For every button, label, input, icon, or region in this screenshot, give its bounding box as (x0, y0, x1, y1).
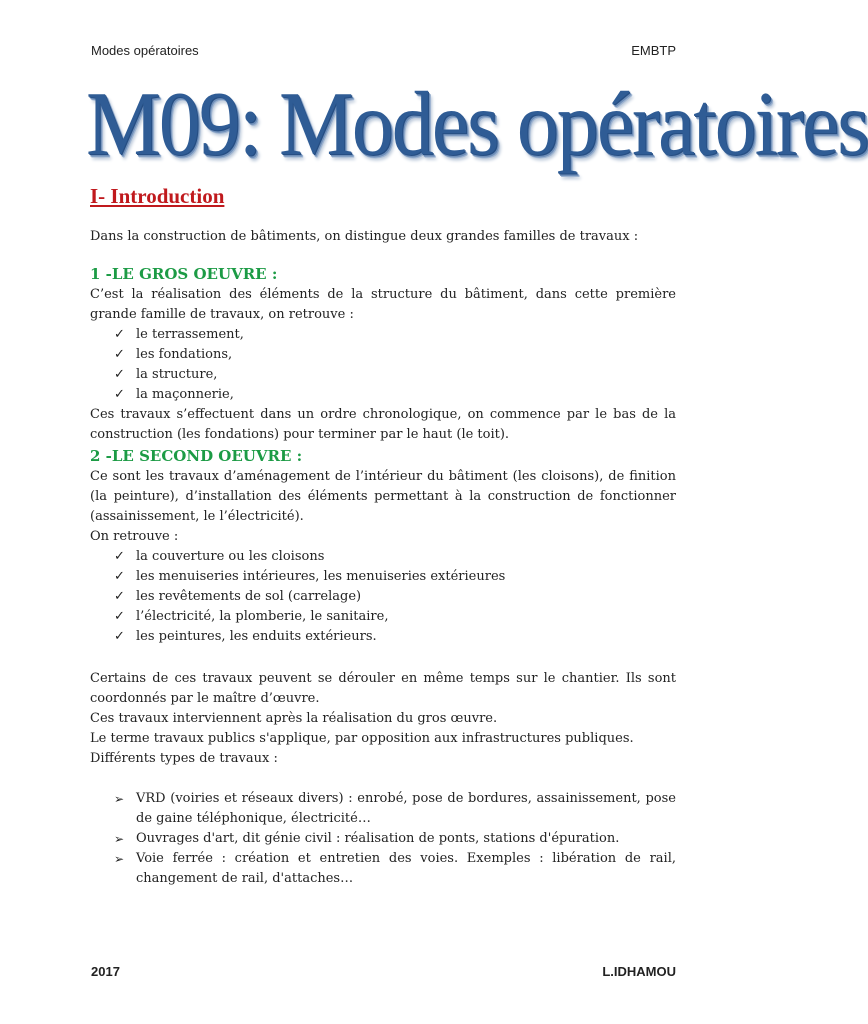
subheading-second-oeuvre: 2 -LE SECOND OEUVRE : (90, 447, 303, 465)
check-mark-icon: ✓ (114, 569, 125, 584)
list-item-text: l’électricité, la plomberie, le sanitaire, (136, 609, 389, 624)
list-item-text: la couverture ou les cloisons (136, 549, 325, 564)
footer-right-text: L.IDHAMOU (602, 964, 676, 979)
list-item-text: le terrassement, (136, 327, 244, 342)
list-item (114, 789, 676, 829)
arrow-bullet-icon: ➢ (114, 852, 125, 866)
list-item-text: Ouvrages d'art, dit génie civil : réalisation de ponts, stations d'épuration. (136, 831, 620, 846)
gros-oeuvre-after-text: Ces travaux s’effectuent dans un ordre chronologique, on commence par le bas de la construction (les fondations) pour terminer par le haut (le toit). (90, 407, 676, 442)
document-title: M09: Modes opératoires (86, 74, 868, 175)
spacer (90, 769, 676, 789)
closing-paragraph-4: Différents types de travaux : (90, 751, 278, 766)
list-item (114, 627, 676, 647)
subheading-gros-oeuvre: 1 -LE GROS OEUVRE : (90, 265, 278, 283)
list-item (114, 567, 676, 587)
list-item (114, 849, 676, 889)
list-item (114, 385, 676, 405)
list-item-text: les revêtements de sol (carrelage) (136, 589, 362, 604)
section-heading-introduction: I- Introduction (90, 184, 225, 208)
check-mark-icon: ✓ (114, 347, 125, 362)
list-item-text: Voie ferrée : création et entretien des voies. Exemples : libération de rail, changement de rail, d'attaches… (136, 851, 676, 886)
gros-oeuvre-description: C’est la réalisation des éléments de la structure du bâtiment, dans cette première grande famille de travaux, on retrouve : (90, 287, 676, 322)
list-item-text: VRD (voiries et réseaux divers) : enrobé, pose de bordures, assainissement, pose de gaine téléphonique, électricité… (136, 791, 676, 826)
arrow-bullet-icon: ➢ (114, 832, 125, 846)
second-oeuvre-description: Ce sont les travaux d’aménagement de l’intérieur du bâtiment (les cloisons), de finition (la peinture), d’installation des éléments permettant à la construction de fonctionner (assainissement, le l’électricité). (90, 469, 676, 524)
list-item (114, 547, 676, 567)
check-mark-icon: ✓ (114, 629, 125, 644)
closing-paragraph-2: Ces travaux interviennent après la réalisation du gros œuvre. (90, 711, 498, 726)
list-item-text: les menuiseries intérieures, les menuiseries extérieures (136, 569, 506, 584)
header-right-text: EMBTP (631, 43, 676, 58)
document-body (90, 182, 676, 889)
closing-paragraph-3: Le terme travaux publics s'applique, par opposition aux infrastructures publiques. (90, 731, 634, 746)
check-mark-icon: ✓ (114, 589, 125, 604)
check-mark-icon: ✓ (114, 549, 125, 564)
list-item (114, 587, 676, 607)
intro-paragraph: Dans la construction de bâtiments, on distingue deux grandes familles de travaux : (90, 229, 639, 244)
check-mark-icon: ✓ (114, 327, 125, 342)
list-item (114, 607, 676, 627)
list-item (114, 829, 676, 849)
check-mark-icon: ✓ (114, 387, 125, 402)
list-item (114, 325, 676, 345)
check-mark-icon: ✓ (114, 367, 125, 382)
second-oeuvre-lead: On retrouve : (90, 529, 179, 544)
list-item-text: les fondations, (136, 347, 233, 362)
works-types-list (90, 789, 676, 889)
list-item-text: la maçonnerie, (136, 387, 234, 402)
second-oeuvre-list (90, 547, 676, 647)
closing-paragraph-1: Certains de ces travaux peuvent se dérouler en même temps sur le chantier. Ils sont coordonnés par le maître d’œuvre. (90, 671, 676, 706)
list-item-text: la structure, (136, 367, 218, 382)
gros-oeuvre-list (90, 325, 676, 405)
arrow-bullet-icon: ➢ (114, 792, 125, 806)
footer-left-text: 2017 (91, 964, 120, 979)
check-mark-icon: ✓ (114, 609, 125, 624)
list-item (114, 365, 676, 385)
list-item-text: les peintures, les enduits extérieurs. (136, 629, 377, 644)
list-item (114, 345, 676, 365)
spacer (90, 647, 676, 669)
header-left-text: Modes opératoires (91, 43, 199, 58)
